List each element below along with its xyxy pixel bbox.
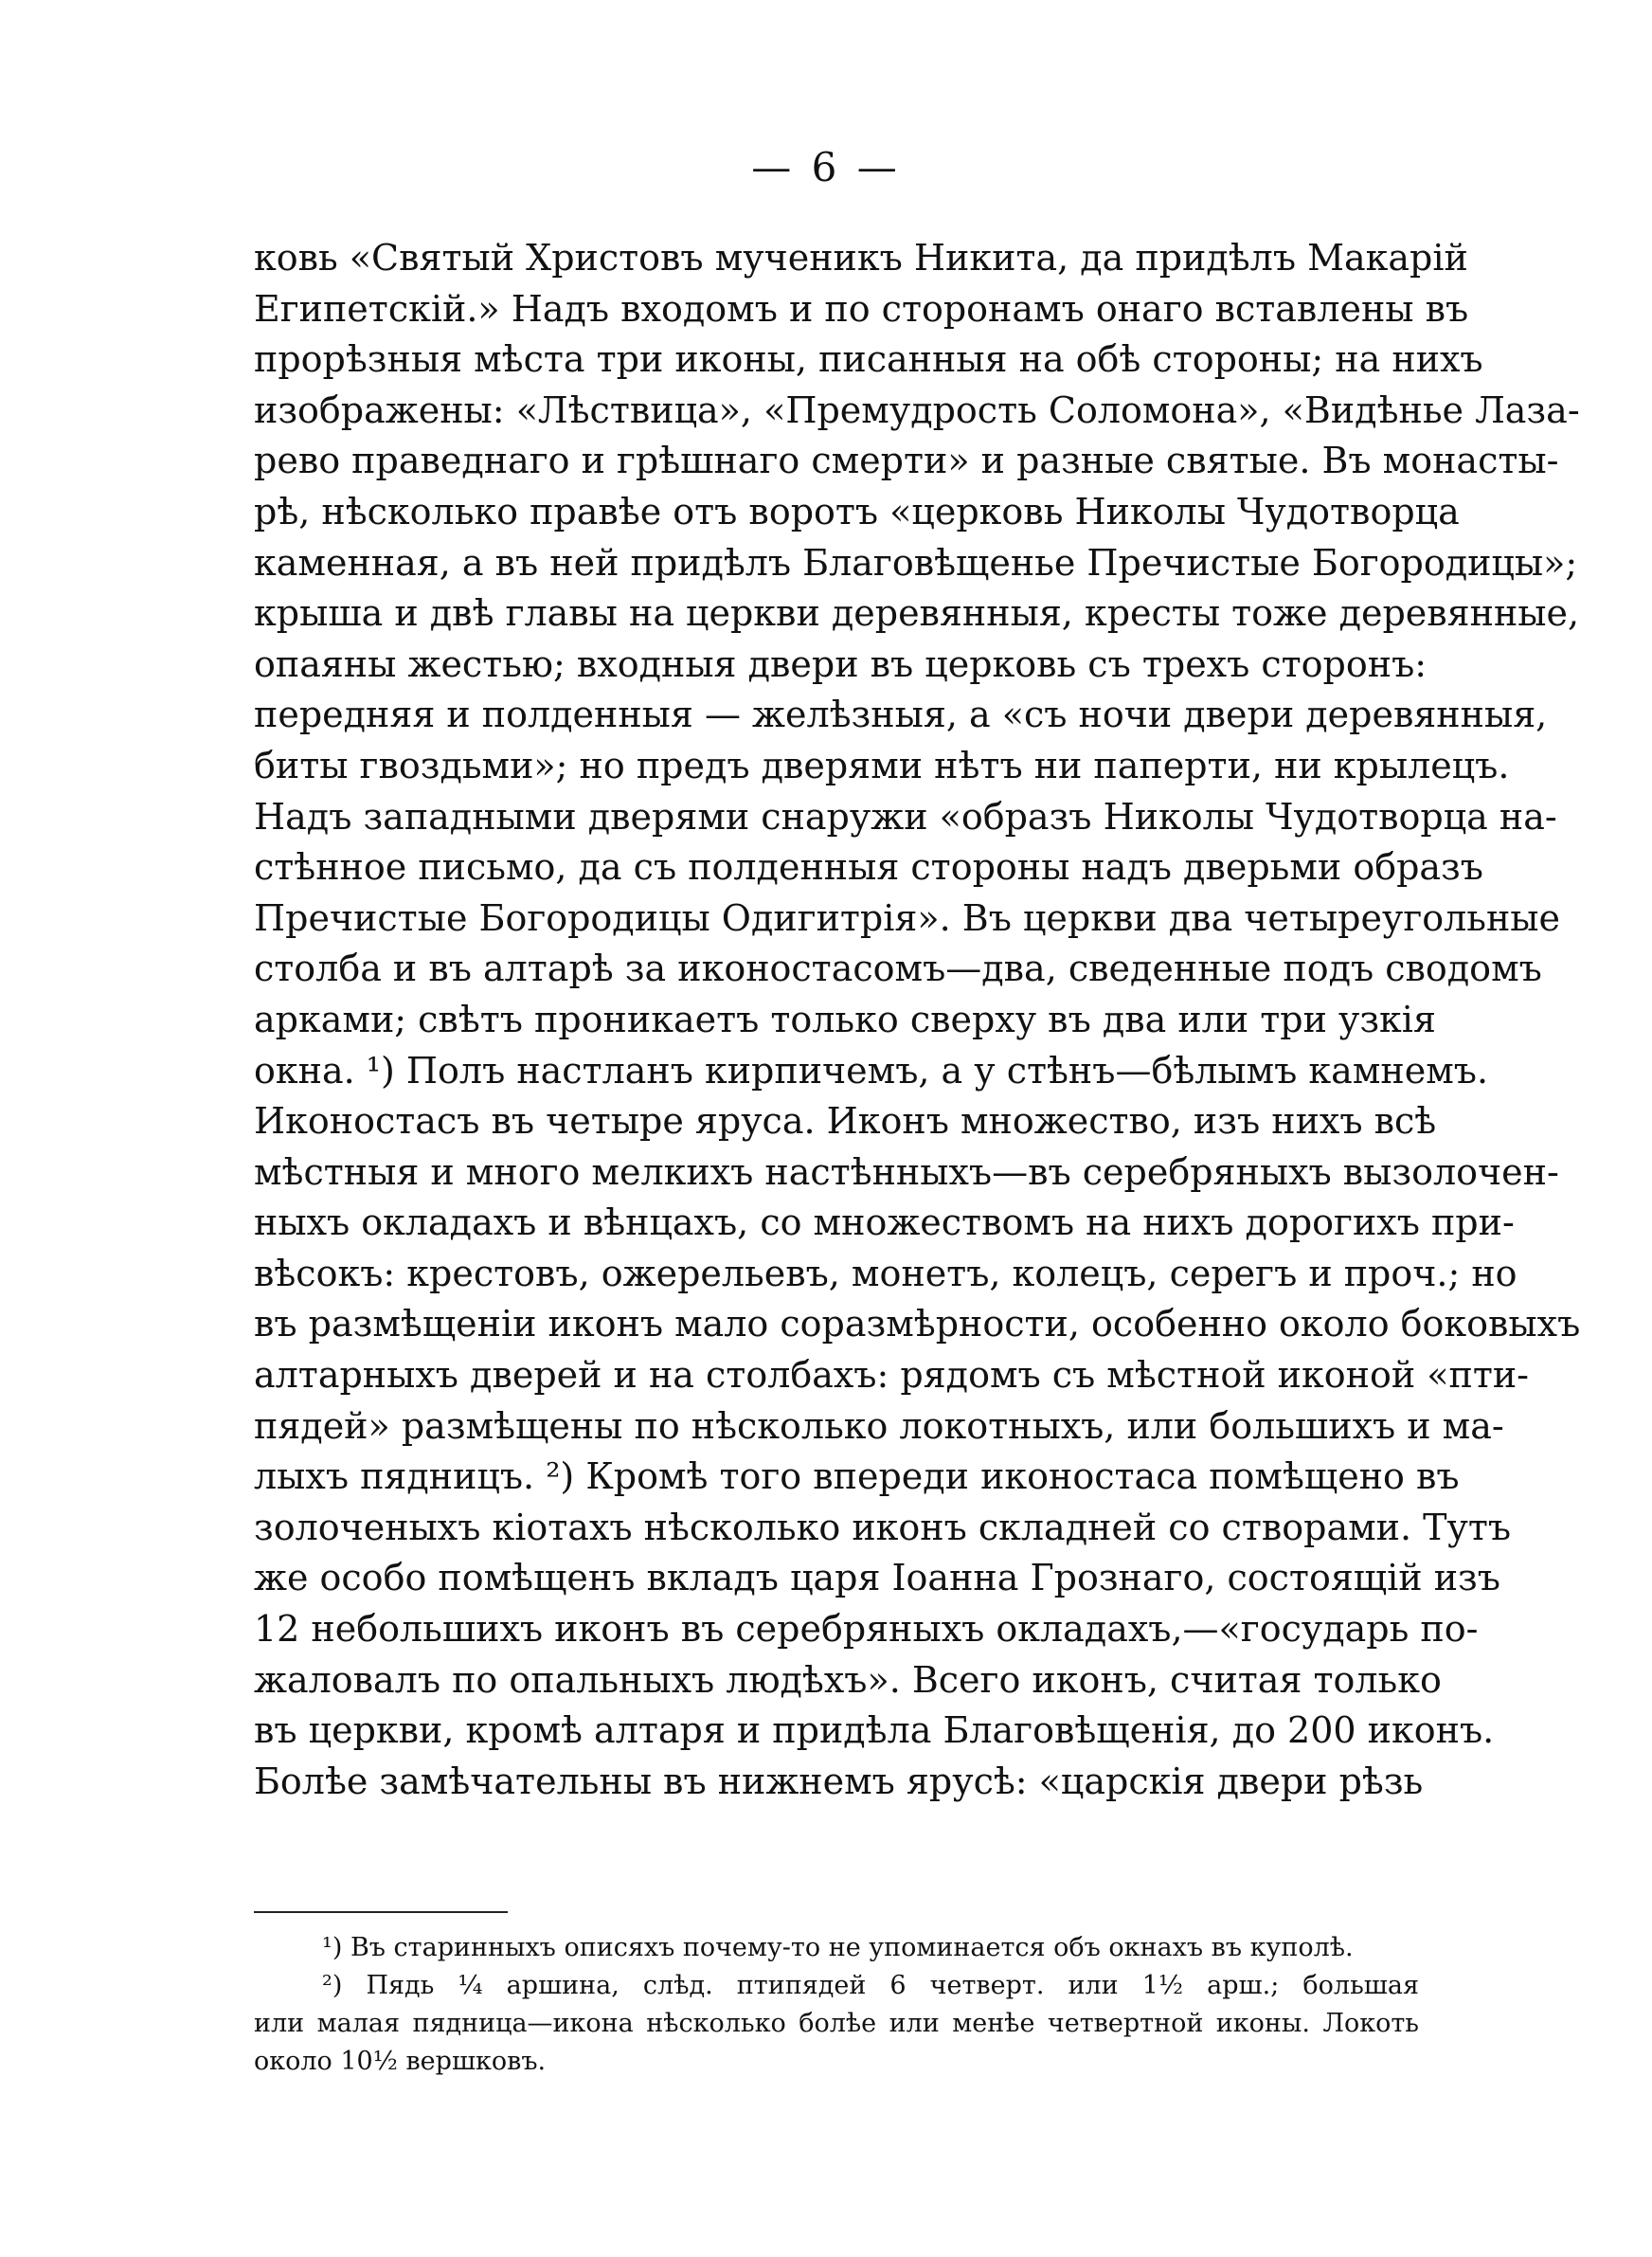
text-line: же особо помѣщенъ вкладъ царя Іоанна Грознаго, состоящій изъ — [254, 1557, 1500, 1599]
text-line: Болѣе замѣчательны въ нижнемъ ярусѣ: «царскія двери рѣзь — [254, 1760, 1424, 1802]
text-line: столба и въ алтарѣ за иконостасомъ—два, сведенные подъ сводомъ — [254, 948, 1542, 990]
text-line: опаяны жестью; входныя двери въ церковь съ трехъ сторонъ: — [254, 642, 1428, 685]
text-line: каменная, а въ ней придѣлъ Благовѣщенье Пречистые Богородицы»; — [254, 541, 1578, 584]
text-line: прорѣзныя мѣста три иконы, писанныя на обѣ стороны; на нихъ — [254, 338, 1483, 381]
text-line: въ церкви, кромѣ алтаря и придѣла Благовѣщенія, до 200 иконъ. — [254, 1709, 1495, 1752]
text-line: золоченыхъ кіотахъ нѣсколько иконъ складней со створами. Тутъ — [254, 1506, 1512, 1548]
text-line: лыхъ пядницъ. ²) Кромѣ того впереди иконостаса помѣщено въ — [254, 1455, 1460, 1498]
text-line: арками; свѣтъ проникаетъ только сверху въ два или три узкія — [254, 998, 1436, 1040]
text-line: стѣнное письмо, да съ полденныя стороны надъ дверьми образъ — [254, 846, 1483, 889]
text-line: ныхъ окладахъ и вѣнцахъ, со множествомъ на нихъ дорогихъ при- — [254, 1201, 1515, 1244]
footnote-2: ²) Пядь ¼ аршина, слѣд. птипядей 6 четверт. или 1½ арш.; большая — [322, 1971, 1419, 2000]
text-line: рево праведнаго и грѣшнаго смерти» и разные святые. Въ монасты- — [254, 440, 1559, 482]
body-text — [254, 233, 1581, 1807]
footnote-1: ¹) Въ старинныхъ описяхъ почему-то не упоминается объ окнахъ въ куполѣ. — [322, 1933, 1354, 1962]
text-line: жаловалъ по опальныхъ людѣхъ». Всего иконъ, считая только — [254, 1658, 1442, 1701]
text-line: ковь «Святый Христовъ мученикъ Никита, да придѣлъ Макарій — [254, 237, 1468, 279]
text-line: алтарныхъ дверей и на столбахъ: рядомъ съ мѣстной иконой «пти- — [254, 1354, 1530, 1397]
text-line: Египетскій.» Надъ входомъ и по сторонамъ онаго вставлены въ — [254, 287, 1469, 330]
footnote-2-end: около 10½ вершковъ. — [254, 2047, 547, 2076]
text-line: биты гвоздьми»; но предъ дверями нѣтъ ни паперти, ни крылецъ. — [254, 744, 1510, 786]
footnote-separator — [254, 1911, 508, 1913]
text-line: вѣсокъ: крестовъ, ожерельевъ, монетъ, колецъ, серегъ и проч.; но — [254, 1252, 1517, 1294]
text-line: передняя и полденныя — желѣзныя, а «съ ночи двери деревянныя, — [254, 694, 1548, 736]
text-line: мѣстныя и много мелкихъ настѣнныхъ—въ серебряныхъ вызолочен- — [254, 1150, 1559, 1193]
footnote-2-continuation: или малая пядница—икона нѣсколько болѣе или менѣе четвертной иконы. Локоть — [254, 2009, 1419, 2038]
text-line: рѣ, нѣсколько правѣе отъ воротъ «церковь Николы Чудотворца — [254, 490, 1460, 533]
text-line: Надъ западными дверями снаружи «образъ Николы Чудотворца на- — [254, 795, 1557, 838]
page-number: — 6 — — [751, 144, 901, 190]
text-line: окна. ¹) Полъ настланъ кирпичемъ, а у стѣнъ—бѣлымъ камнемъ. — [254, 1049, 1489, 1092]
text-line: пядей» размѣщены по нѣсколько локотныхъ, или большихъ и ма- — [254, 1404, 1504, 1447]
text-line: въ размѣщеніи иконъ мало соразмѣрности, особенно около боковыхъ — [254, 1303, 1581, 1345]
footnotes — [254, 1929, 1419, 2081]
text-line: Иконостасъ въ четыре яруса. Иконъ множество, изъ нихъ всѣ — [254, 1100, 1437, 1143]
text-line: крыша и двѣ главы на церкви деревянныя, кресты тоже деревянные, — [254, 592, 1580, 635]
text-line: 12 небольшихъ иконъ въ серебряныхъ окладахъ,—«государь по- — [254, 1608, 1479, 1651]
text-line: изображены: «Лѣствица», «Премудрость Соломона», «Видѣнье Лаза- — [254, 388, 1580, 431]
text-line: Пречистые Богородицы Одигитрія». Въ церкви два четыреугольные — [254, 896, 1561, 939]
